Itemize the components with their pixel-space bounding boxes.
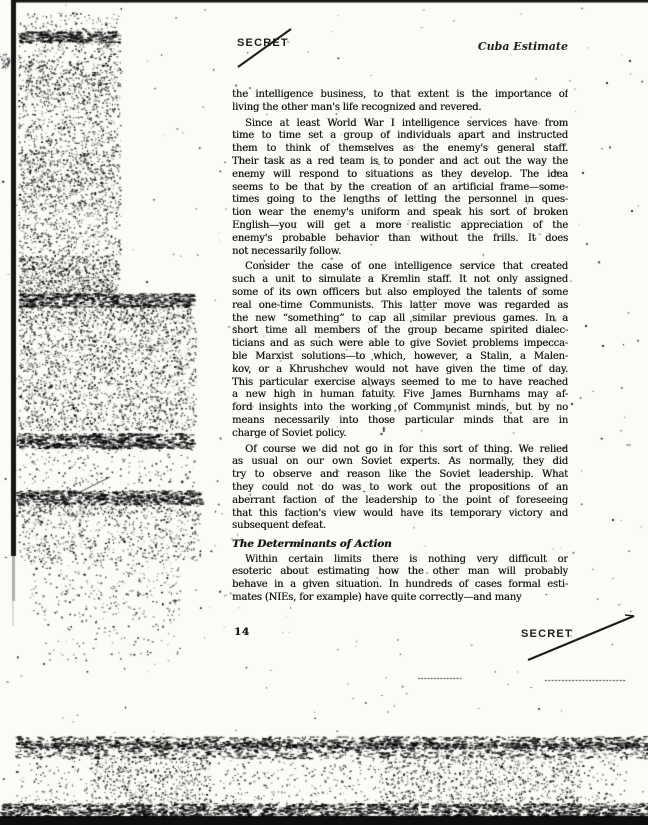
text-line: not necessarily follow. bbox=[232, 245, 342, 257]
page-number: 14 bbox=[234, 626, 250, 638]
text-line: kov, or a Khrushchev would not have given the time of day. bbox=[232, 363, 568, 375]
text-line: Their task as a red team is to ponder and act out the way the bbox=[232, 155, 568, 167]
classification-stamp-bottom bbox=[521, 628, 573, 640]
paragraph bbox=[232, 118, 568, 259]
text-line: they could not do was to work out the propositions of an bbox=[232, 481, 568, 493]
text-line: Since at least World War I intelligence services have from bbox=[245, 117, 568, 129]
classification-stamp-top bbox=[237, 37, 289, 49]
text-line: This particular exercise always seemed to me to have reached bbox=[232, 376, 568, 388]
text-line: time to time set a group of individuals apart and instructed bbox=[232, 130, 568, 142]
declassification-slash bbox=[521, 612, 639, 664]
text-line: that this faction's view would have its temporary victory and bbox=[232, 507, 568, 519]
text-line: means necessarily into those particular minds that are in bbox=[232, 414, 568, 426]
text-line: real one-time Communists. This latter move was regarded as bbox=[232, 299, 568, 311]
text-line: English—you will get a more realistic appreciation of the bbox=[232, 219, 568, 231]
paragraph bbox=[232, 444, 568, 534]
text-line: tion wear the enemy's uniform and speak his sort of broken bbox=[232, 207, 568, 219]
text-line: a new high in human fatuity. Five James Burnhams may af- bbox=[232, 389, 568, 401]
paragraph bbox=[232, 89, 568, 115]
text-line: the intelligence business, to that extent is the importance of bbox=[232, 89, 568, 100]
text-line: esoteric about estimating how the other man will probably bbox=[232, 566, 568, 578]
running-header: Cuba Estimate bbox=[477, 40, 568, 53]
text-line: times going to the lengths of letting the personnel in ques- bbox=[232, 194, 568, 206]
text-line: as usual on our own Soviet experts. As normally, they did bbox=[232, 456, 568, 468]
text-line: enemy's probable behavior than without the frills. It does bbox=[232, 232, 568, 244]
text-line: such a unit to simulate a Kremlin staff. It not only assigned bbox=[232, 274, 568, 286]
text-line: Consider the case of one intelligence service that created bbox=[245, 261, 568, 273]
text-line: some of its own officers but also employed the talents of some bbox=[232, 286, 568, 298]
paragraph bbox=[232, 554, 568, 605]
classification-stamp-bottom-label: SECRET bbox=[521, 628, 573, 640]
text-line: living the other man's life recognized and revered. bbox=[232, 101, 482, 113]
text-line: the new “something” to cap all similar previous games. In a bbox=[232, 312, 568, 324]
classification-stamp-top-label: SECRET bbox=[237, 37, 289, 49]
text-line: seems to be that by the creation of an artificial frame—some- bbox=[232, 181, 568, 193]
text-line: short time all members of the group became spirited dialec- bbox=[232, 325, 568, 337]
text-line: them to think of themselves as the enemy's general staff. bbox=[232, 143, 568, 155]
text-line: ford insights into the working of Communist minds, but by no bbox=[232, 402, 568, 414]
text-line: enemy will respond to situations as they develop. The idea bbox=[232, 168, 568, 180]
text-line: try to observe and reason like the Soviet leadership. What bbox=[232, 469, 568, 481]
text-line: charge of Soviet policy. bbox=[232, 427, 347, 439]
declassification-slash bbox=[233, 23, 303, 71]
text-line: aberrant faction of the leadership to the point of foreseeing bbox=[232, 494, 568, 506]
text-line: Of course we did not go in for this sort of thing. We relied bbox=[245, 443, 568, 455]
text-line: mates (NIEs, for example) have quite correctly—and many bbox=[232, 591, 522, 603]
document-text bbox=[232, 89, 568, 605]
paragraph bbox=[232, 261, 568, 440]
text-line: subsequent defeat. bbox=[232, 520, 326, 532]
section-heading: The Determinants of Action bbox=[232, 538, 392, 551]
text-line: ticians and as such were able to give Soviet problems impecca- bbox=[232, 338, 568, 350]
text-line: ble Marxist solutions—to which, however, a Stalin, a Malen- bbox=[232, 350, 568, 362]
text-line: Within certain limits there is nothing very difficult or bbox=[245, 553, 568, 565]
text-line: behave in a given situation. In hundreds of cases formal esti- bbox=[232, 579, 568, 591]
